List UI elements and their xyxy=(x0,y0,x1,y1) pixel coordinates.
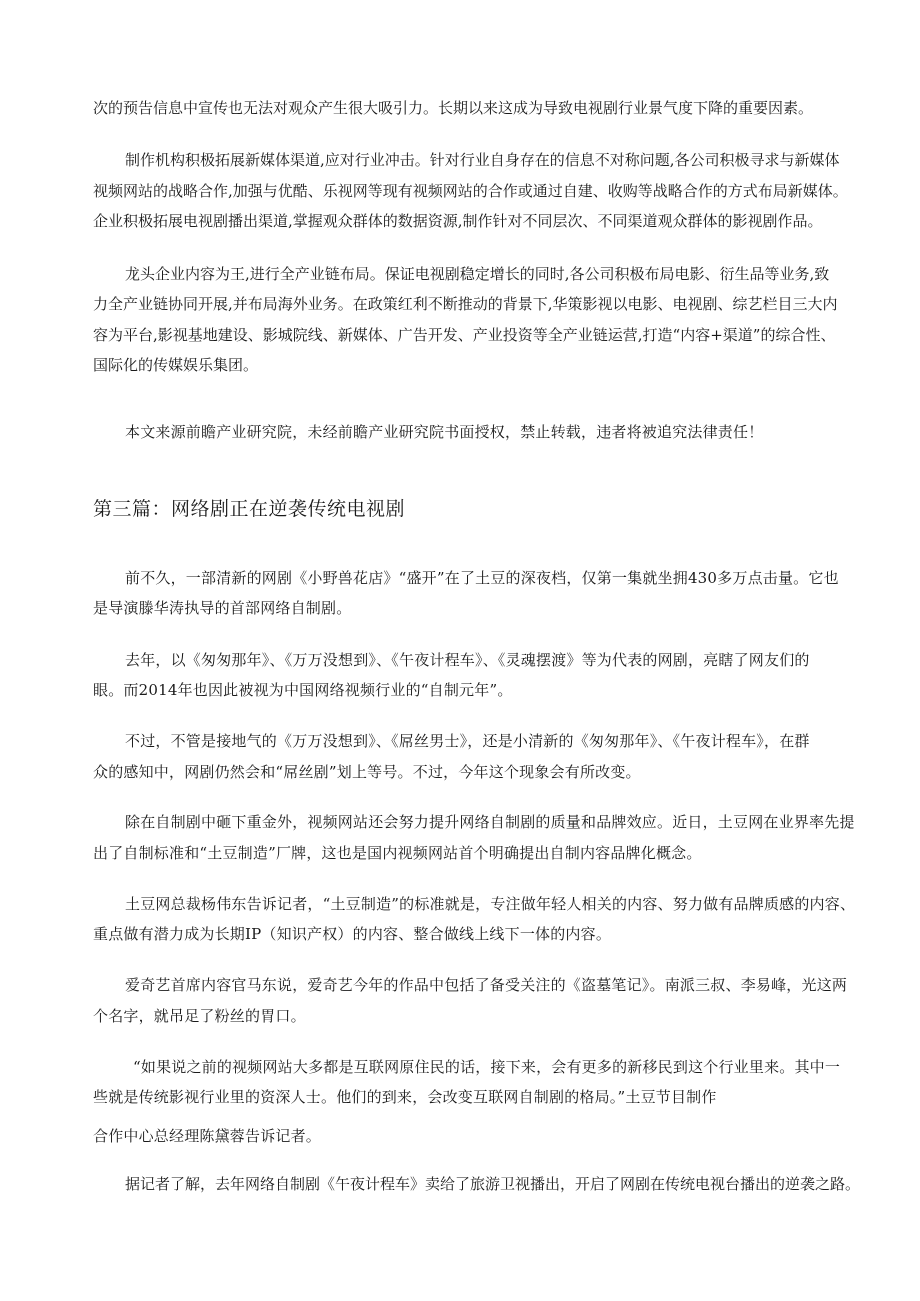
paragraph-line: 个名字，就吊足了粉丝的胃口。 xyxy=(93,1007,306,1025)
source-notice: 本文来源前瞻产业研究院，未经前瞻产业研究院书面授权，禁止转载，违者将被追究法律责任！ xyxy=(125,423,764,441)
paragraph-line: “如果说之前的视频网站大多都是互联网原住民的话，接下来，会有更多的新移民到这个行业里来。其中一 xyxy=(133,1058,841,1076)
paragraph-line: 重点做有潜力成为长期IP（知识产权）的内容、整合做线上线下一体的内容。 xyxy=(93,925,612,943)
paragraph-line: 土豆网总裁杨伟东告诉记者，“土豆制造”的标准就是，专注做年轻人相关的内容、努力做有品牌质感的内容、 xyxy=(125,895,856,913)
paragraph-line: 出了自制标准和“土豆制造”厂牌，这也是国内视频网站首个明确提出自制内容品牌化概念。 xyxy=(93,844,702,862)
paragraph-line: 制作机构积极拓展新媒体渠道,应对行业冲击。针对行业自身存在的信息不对称问题,各公司积极寻求与新媒体 xyxy=(125,151,840,169)
paragraph-line: 次的预告信息中宣传也无法对观众产生很大吸引力。长期以来这成为导致电视剧行业景气度下降的重要因素。 xyxy=(93,99,814,117)
paragraph-line: 国际化的传媒娱乐集团。 xyxy=(93,356,259,374)
paragraph-line: 除在自制剧中砸下重金外，视频网站还会努力提升网络自制剧的质量和品牌效应。近日，土豆网在业界率先提 xyxy=(125,813,855,831)
paragraph-line: 企业积极拓展电视剧播出渠道,掌握观众群体的数据资源,制作针对不同层次、不同渠道观众群体的影视剧作品。 xyxy=(93,212,823,230)
paragraph-line: 众的感知中，网剧仍然会和“屌丝剧”划上等号。不过，今年这个现象会有所改变。 xyxy=(93,763,641,781)
paragraph-line: 视频网站的战略合作,加强与优酷、乐视网等现有视频网站的合作或通过自建、收购等战略合作的方式布局新媒体。 xyxy=(93,182,848,200)
paragraph-line: 爱奇艺首席内容官马东说，爱奇艺今年的作品中包括了备受关注的《盗墓笔记》。南派三叔、李易峰，光这两 xyxy=(125,976,848,994)
paragraph-line: 据记者了解，去年网络自制剧《午夜计程车》卖给了旅游卫视播出，开启了网剧在传统电视台播出的逆袭之路。 xyxy=(125,1175,861,1193)
paragraph-line: 容为平台,影视基地建设、影城院线、新媒体、广告开发、产业投资等全产业链运营,打造“内容+渠道”的综合性、 xyxy=(93,326,836,344)
paragraph-line: 不过，不管是接地气的《万万没想到》、《屌丝男士》，还是小清新的《匆匆那年》、《午夜计程车》，在群 xyxy=(125,732,810,750)
paragraph-line: 龙头企业内容为王,进行全产业链布局。保证电视剧稳定增长的同时,各公司积极布局电影、衍生品等业务,致 xyxy=(125,265,830,283)
paragraph-line: 眼。而2014年也因此被视为中国网络视频行业的“自制元年”。 xyxy=(93,681,513,699)
paragraph-line: 力全产业链协同开展,并布局海外业务。在政策红利不断推动的背景下,华策影视以电影、电视剧、综艺栏目三大内 xyxy=(93,295,838,313)
section-heading: 第三篇：网络剧正在逆袭传统电视剧 xyxy=(93,498,406,520)
paragraph-line: 是导演滕华涛执导的首部网络自制剧。 xyxy=(93,599,352,617)
paragraph-line: 去年，以《匆匆那年》、《万万没想到》、《午夜计程车》、《灵魂摆渡》等为代表的网剧，亮瞎了网友们的 xyxy=(125,651,810,669)
paragraph-line: 前不久，一部清新的网剧《小野兽花店》“盛开”在了土豆的深夜档，仅第一集就坐拥430多万点击量。它也 xyxy=(125,569,839,587)
paragraph-line: 些就是传统影视行业里的资深人士。他们的到来，会改变互联网自制剧的格局。”土豆节目制作 xyxy=(93,1088,717,1106)
paragraph-line: 合作中心总经理陈黛蓉告诉记者。 xyxy=(93,1127,322,1145)
